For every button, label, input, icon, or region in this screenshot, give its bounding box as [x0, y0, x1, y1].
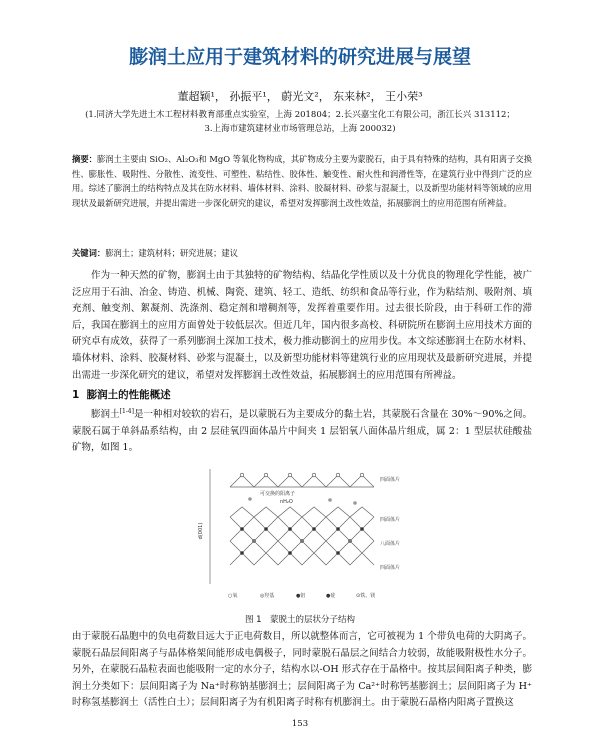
- paragraph-lead: 膨润土: [91, 409, 120, 421]
- octahedral-sheet-label: 八面体片: [380, 541, 401, 547]
- section1-paragraph-2: 由于蒙脱石晶胞中的负电荷数目远大于正电荷数目，所以就整体而言，它可被视为 1 个带负电荷的大阴离子。蒙脱石晶层间阳离子与晶体格架间能形成电偶极子，同时蒙脱石晶层之间结合力较弱，故能吸附极性水分子。另外，在蒙脱石晶粒表面也能吸附一定的水分子，结构水以-OH 形式存在于晶格中。按其层间阳离子种类，膨润土分类如下：层间阳离子为 Na⁺时称钠基膨润土；层间阳离子为 Ca²⁺时称钙基膨润土；层间阳离子为 H⁺时称氢基膨润土（活性白土）；层间阳离子为有机阳离子时称有机膨润土。由于蒙脱石晶格内阳离子置换这: [72, 631, 532, 709]
- affiliation-line: 3.上海市建筑建材业市场管理总站，上海 200032): [204, 124, 396, 134]
- section-title: 膨润土的性能概述: [86, 389, 171, 401]
- figure-legend: [228, 592, 375, 599]
- legend-silicon: ●硅: [326, 593, 336, 599]
- paper-title: 膨润土应用于建筑材料的研究进展与展望: [128, 46, 471, 68]
- section-number: 1: [72, 389, 80, 401]
- keywords-label: 关键词：: [72, 248, 106, 258]
- section-heading: [72, 387, 171, 402]
- water-label: nH₂O: [280, 499, 293, 505]
- page-number: 153: [291, 719, 309, 729]
- middle-layer: [230, 507, 374, 565]
- legend-oxygen: ○氧: [228, 593, 238, 599]
- d001-label: d(001): [198, 522, 204, 540]
- tetrahedral-sheet-label-mid: 四面体片: [380, 517, 401, 523]
- abstract-text: 膨润土主要由 SiO₂、Al₂O₃和 MgO 等氧化物构成，其矿物成分主要为蒙脱石，由于具有特殊的结构，具有阳离子交换性、膨胀性、吸附性、分散性、流变性、可塑性、粘结性、胶体性、触变性、耐火性和润滑性等，在建筑行业中得到广泛的应用。综述了膨润土的结构特点及其在防水材料、墙体材料、涂料、胶凝材料、砂浆与混凝土，以及新型功能材料等领域的应用现状及最新研究进展，并提出需进一步深化研究的建议，希望对发挥膨润土改性效益，拓展膨润土的应用范围有所裨益。: [72, 154, 532, 208]
- figure-caption: 图 1 蒙脱土的层状分子结构: [244, 615, 356, 625]
- keywords-text: 膨润土；建筑材料；研究进展；建议: [105, 248, 238, 258]
- paragraph-text: 是一种相对较软的岩石，是以蒙脱石为主要成分的黏土岩，其蒙脱石含量在 30%～90%之间。蒙脱石属于单斜晶系结构，由 2 层硅氧四面体晶片中间夹 1 层铝氧八面体晶片组成，属 2：1 型层状硅酸盐矿物，如图 1。: [72, 409, 532, 454]
- montmorillonite-structure-figure: [180, 459, 420, 607]
- affiliations: [60, 108, 540, 136]
- legend-hydroxyl: ◎羟基: [260, 593, 275, 599]
- exchangeable-cation-label: 可交换的阳离子: [260, 491, 296, 497]
- abstract-label: 摘要：: [72, 154, 97, 164]
- legend-iron-magnesium: ⊙铁、镁: [356, 593, 376, 599]
- citation: [1-4]: [119, 408, 134, 415]
- tetrahedral-sheet-label-bottom: 四面体片: [380, 565, 401, 571]
- legend-aluminum: ●铝: [296, 593, 306, 599]
- intro-paragraph: 作为一种天然的矿物，膨润土由于其独特的矿物结构、结晶化学性质以及十分优良的物理化学性能，被广泛应用于石油、冶金、铸造、机械、陶瓷、建筑、轻工、造纸、纺织和食品等行业，作为粘结剂、吸附剂、填充剂、触变剂、絮凝剂、洗涤剂、稳定剂和增稠剂等，发挥着重要作用。过去很长阶段，由于科研工作的滞后，我国在膨润土的应用方面曾处于较低层次。但近几年，国内很多高校、科研院所在膨润土应用技术方面的研究卓有成效，获得了一系列膨润土深加工技术，极力推动膨润土的应用步伐。本文综述膨润土在防水材料、墙体材料、涂料、胶凝材料、砂浆与混凝土，以及新型功能材料等建筑行业的应用现状及最新研究进展，并提出需进一步深化研究的建议，希望对发挥膨润土改性效益，拓展膨润土的应用范围有所裨益。: [72, 270, 532, 381]
- section1-paragraph: [72, 404, 532, 457]
- keywords: [72, 247, 532, 259]
- top-tetrahedral-sheet: [230, 473, 374, 487]
- affiliation-line: (1.同济大学先进土木工程材料教育部重点实验室，上海 201804；2.长兴嘉宝化工有限公司，浙江长兴 313112；: [85, 110, 515, 120]
- interlayer-cations: [248, 497, 357, 505]
- author-list: 董超颖¹， 孙振平¹， 蔚光文²， 东来林²， 王小荣³: [177, 90, 423, 103]
- tetrahedral-sheet-label: 四面体片: [380, 477, 401, 483]
- abstract: [72, 152, 532, 210]
